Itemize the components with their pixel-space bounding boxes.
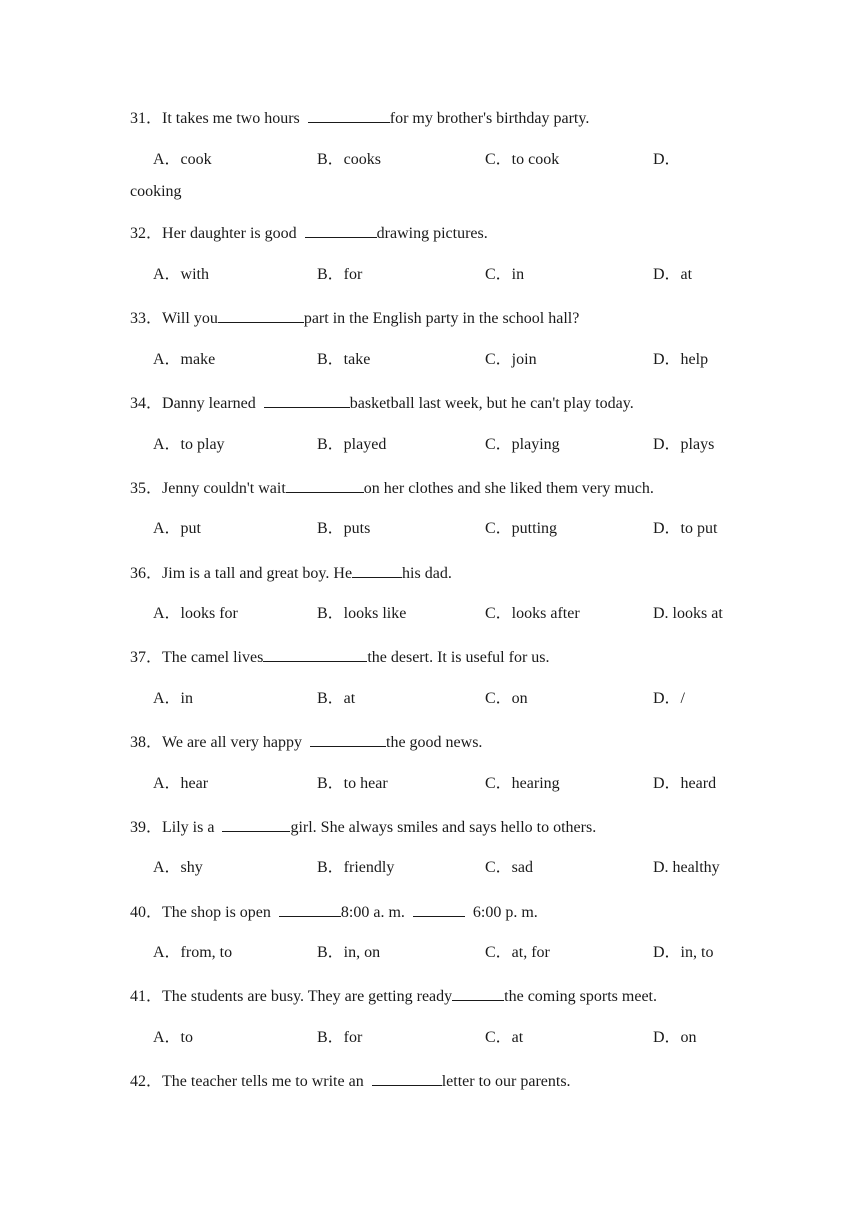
option-a[interactable]: A．looks for [153,605,238,622]
answer-blank[interactable] [352,562,402,578]
option-d[interactable]: D. healthy [653,859,720,876]
option-c[interactable]: C．playing [485,436,560,453]
question-number: 37． [130,649,163,666]
option-b[interactable]: B．for [317,266,363,283]
question-text-before: Her daughter is good [162,225,305,242]
question-text-before: Danny learned [162,395,264,412]
option-a[interactable]: A．make [153,351,216,368]
question-text-after: the desert. It is useful for us. [367,649,550,666]
option-c[interactable]: C．at [485,1029,524,1046]
option-a[interactable]: A．in [153,690,194,707]
question-35 [130,477,654,499]
option-a[interactable]: A．with [153,266,210,283]
option-b[interactable]: B．for [317,1029,363,1046]
option-b[interactable]: B．played [317,436,387,453]
question-number: 33． [130,310,163,327]
answer-blank[interactable] [222,816,290,832]
answer-blank[interactable] [305,222,377,238]
question-text-after: for my brother's birthday party. [389,110,590,127]
question-37 [130,646,550,668]
option-b[interactable]: B．in, on [317,944,381,961]
option-c[interactable]: C．putting [485,520,558,537]
answer-blank[interactable] [310,731,386,747]
option-d[interactable]: D．help [653,351,709,368]
question-number: 41． [130,988,163,1005]
question-number: 40． [130,904,163,921]
option-d[interactable]: D． [653,151,681,168]
option-d[interactable]: D．plays [653,436,715,453]
question-number: 42． [130,1073,163,1090]
question-text-before: Jenny couldn't wait [162,480,286,497]
option-a[interactable]: A．put [153,520,202,537]
option-c[interactable]: C．looks after [485,605,580,622]
answer-blank[interactable] [286,477,364,493]
option-c[interactable]: C．to cook [485,151,560,168]
option-c[interactable]: C．at, for [485,944,550,961]
question-text-before: Lily is a [162,819,223,836]
answer-blank[interactable] [264,392,350,408]
option-d[interactable]: D．heard [653,775,717,792]
option-b[interactable]: B．puts [317,520,371,537]
question-text-middle: 8:00 a. m. [340,904,413,921]
answer-blank[interactable] [452,985,504,1001]
question-40 [130,901,538,923]
question-33 [130,307,579,329]
question-text-after: part in the English party in the school hall? [303,310,580,327]
question-text-before: Jim is a tall and great boy. He [162,565,353,582]
question-text-after: drawing pictures. [376,225,488,242]
question-text-after: the coming sports meet. [504,988,657,1005]
option-a[interactable]: A．to [153,1029,194,1046]
option-a[interactable]: A．cook [153,151,212,168]
option-d[interactable]: D．/ [653,690,686,707]
question-number: 39． [130,819,163,836]
option-b[interactable]: B．at [317,690,356,707]
question-number: 34． [130,395,163,412]
question-36 [130,562,452,584]
question-34 [130,392,634,414]
answer-blank[interactable] [413,901,465,917]
option-c[interactable]: C．join [485,351,537,368]
answer-blank[interactable] [263,646,367,662]
option-a[interactable]: A．to play [153,436,225,453]
question-text-before: The students are busy. They are getting ready [162,988,453,1005]
question-text-before: Will you [162,310,218,327]
option-d-wrapped-text[interactable]: cooking [130,183,182,200]
question-number: 38． [130,734,163,751]
option-a[interactable]: A．hear [153,775,209,792]
question-38 [130,731,482,753]
option-c[interactable]: C．on [485,690,528,707]
answer-blank[interactable] [372,1070,442,1086]
option-b[interactable]: B．to hear [317,775,388,792]
option-c[interactable]: C．hearing [485,775,560,792]
option-d[interactable]: D．to put [653,520,718,537]
question-text-before: It takes me two hours [162,110,308,127]
answer-blank[interactable] [308,107,390,123]
option-c[interactable]: C．sad [485,859,534,876]
question-text-before: We are all very happy [162,734,310,751]
question-text-after: letter to our parents. [441,1073,571,1090]
option-b[interactable]: B．take [317,351,371,368]
question-text-before: The teacher tells me to write an [162,1073,372,1090]
question-text-after: the good news. [386,734,483,751]
answer-blank[interactable] [218,307,304,323]
question-text-before: The camel lives [162,649,264,666]
question-41 [130,985,657,1007]
question-42 [130,1070,571,1092]
question-31 [130,107,589,129]
question-text-after: girl. She always smiles and says hello to others. [290,819,597,836]
option-a[interactable]: A．from, to [153,944,233,961]
answer-blank[interactable] [279,901,341,917]
question-text-after: on her clothes and she liked them very much. [363,480,654,497]
option-d[interactable]: D．in, to [653,944,714,961]
question-number: 32． [130,225,163,242]
option-d[interactable]: D．at [653,266,693,283]
option-d[interactable]: D. looks at [653,605,723,622]
option-b[interactable]: B．looks like [317,605,407,622]
question-text-before: The shop is open [162,904,279,921]
option-b[interactable]: B．friendly [317,859,395,876]
question-number: 31． [130,110,163,127]
question-number: 36． [130,565,163,582]
question-39 [130,816,596,838]
question-text-after: his dad. [402,565,452,582]
option-b[interactable]: B．cooks [317,151,382,168]
option-d[interactable]: D．on [653,1029,697,1046]
question-text-after: 6:00 p. m. [464,904,538,921]
option-a[interactable]: A．shy [153,859,203,876]
question-number: 35． [130,480,163,497]
question-32 [130,222,488,244]
option-c[interactable]: C．in [485,266,525,283]
question-text-after: basketball last week, but he can't play today. [349,395,634,412]
